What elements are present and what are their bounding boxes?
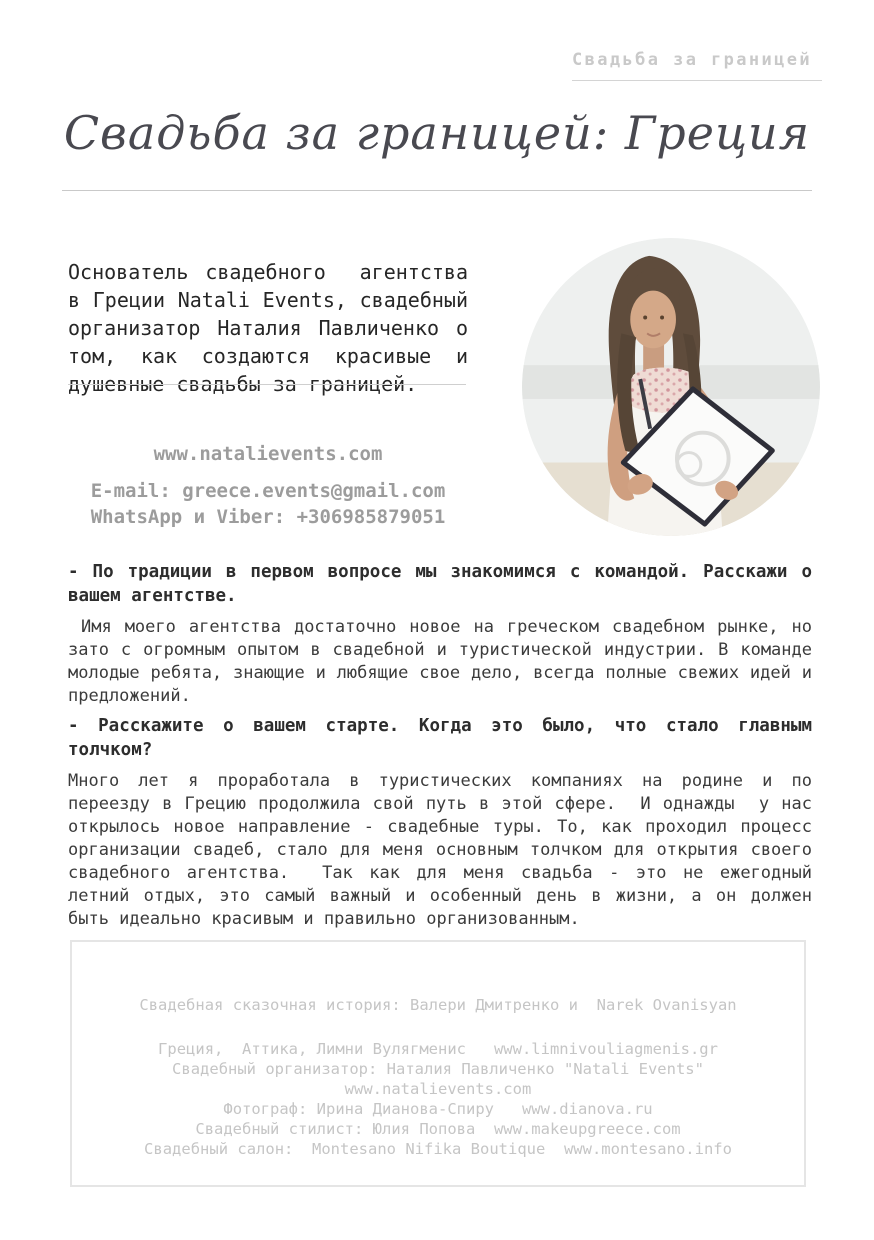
intro-paragraph: Основатель свадебного агентства в Греции Natali Events, свадебный организатор Наталия Павличенко о том, как создаются красивые и душевные свадьбы за границей. (68, 260, 481, 396)
credit-headline: Свадебная сказочная история: Валери Дмитренко и Narek Ovanisyan (139, 996, 737, 1014)
credit-line: Фотограф: Ирина Дианова-Спиру www.dianova.ru (223, 1100, 653, 1118)
credit-line: Свадебный салон: Montesano Nifika Boutique www.montesano.info (144, 1140, 732, 1158)
credits-box (70, 940, 806, 1187)
credit-line: Свадебный организатор: Наталия Павличенко "Natali Events" (172, 1060, 704, 1078)
answer-paragraph: Много лет я проработала в туристических компаниях на родине и по переезду в Грецию продолжила свой путь в этой сфере. И однажды у нас открылось новое направление - свадебные туры. То, как проходил процесс организации свадеб, стало для меня основным толчком для открытия своего свадебного агентства. Так как для меня свадьба - это не ежегодный летний отдых, это самый важный и особенный день в жизни, а он должен быть идеально красивым и правильно организованным. (68, 771, 823, 929)
article-title-block (62, 94, 812, 191)
right-eye (660, 315, 664, 319)
intro-divider (68, 384, 466, 385)
answer-paragraph: Имя моего агентства достаточно новое на греческом свадебном рынке, но зато с огромным опытом в свадебной и туристической индустрии. В команде молодые ребята, знающие и любящие свое дело, всегда полные свежих идей и предложений. (68, 617, 823, 706)
page-title: Свадьба за границей: Греция (63, 106, 811, 160)
credit-line: Греция, Аттика, Лимни Вулягменис www.limnivouliagmenis.gr (158, 1040, 718, 1058)
running-head (572, 50, 822, 81)
email-text: E-mail: greece.events@gmail.com (90, 480, 446, 502)
question-paragraph: - Расскажите о вашем старте. Когда это было, что стало главным толчком? (68, 716, 823, 760)
credit-line: www.natalievents.com (344, 1080, 532, 1098)
messengers-text: WhatsApp и Viber: +306985879051 (90, 506, 446, 528)
founder-photo (522, 238, 820, 536)
running-head-label: Свадьба за границей (572, 50, 813, 70)
question-paragraph: - По традиции в первом вопросе мы знакомимся с командой. Расскажи о вашем агентстве. (68, 562, 823, 606)
face (630, 291, 676, 349)
founder-portrait-illustration (522, 238, 820, 536)
left-eye (643, 315, 647, 319)
credit-line: Свадебный стилист: Юлия Попова www.makeupgreece.com (195, 1120, 681, 1138)
interview-section (68, 560, 823, 937)
contact-block (68, 442, 468, 530)
website-text: www.natalievents.com (153, 443, 383, 465)
